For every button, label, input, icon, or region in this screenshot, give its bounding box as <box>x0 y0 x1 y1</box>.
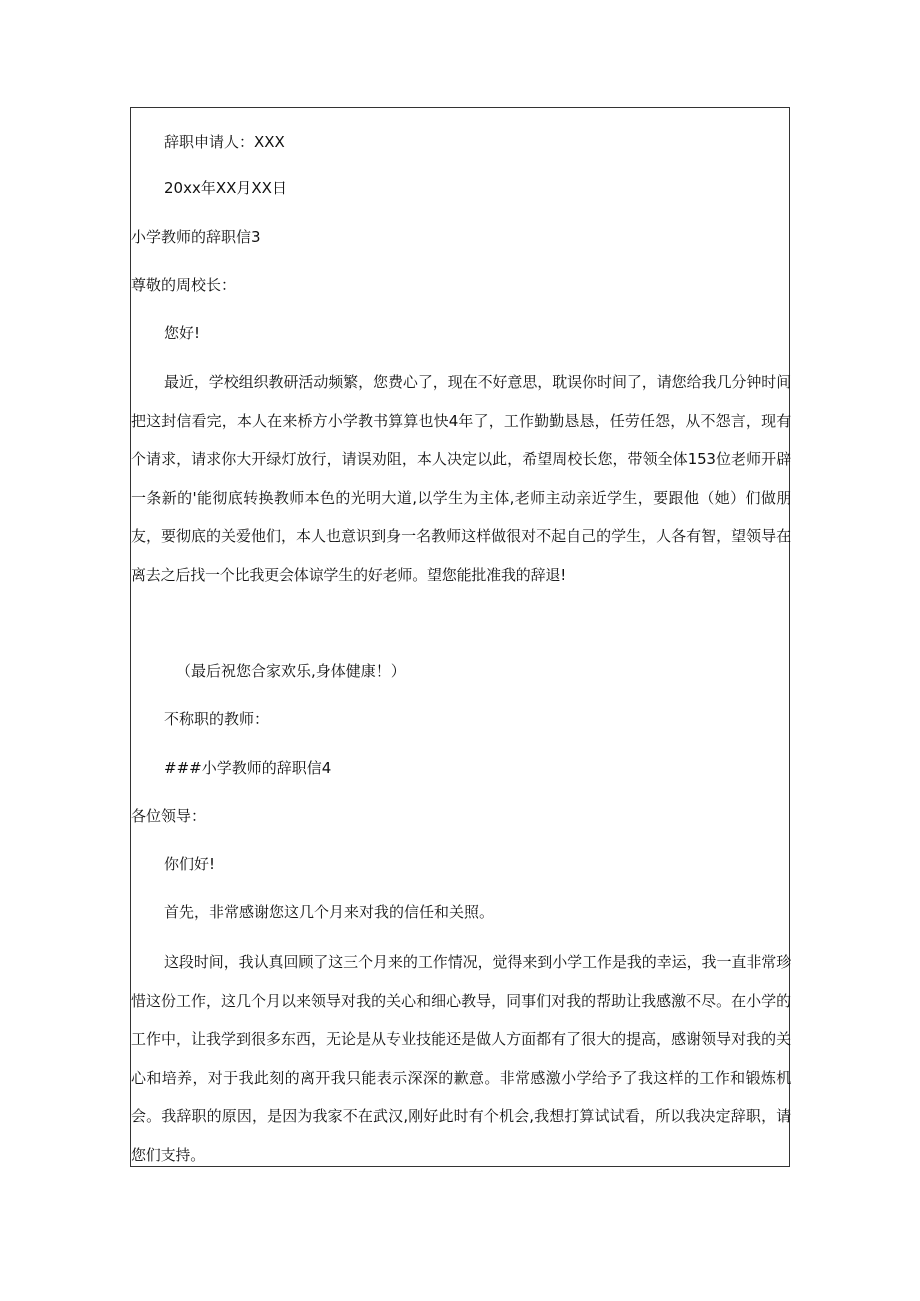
letter4-title: ###小学教师的辞职信4 <box>164 759 332 777</box>
signature-line: 辞职申请人：XXX <box>164 133 285 151</box>
letter4-greeting: 你们好! <box>164 855 216 873</box>
letter4-para1: 首先，非常感谢您这几个月来对我的信任和关照。 <box>164 903 495 921</box>
letter3-salutation: 尊敬的周校长： <box>131 276 237 294</box>
letter3-body: 最近，学校组织教研活动频繁，您费心了，现在不好意思，耽误你时间了，请您给我几分钟时间把这封信看完，本人在来桥方小学教书算算也快4年了，工作勤勤恳恳，任劳任怨，从不怨言，现有个请求，请求你大开绿灯放行，请误劝阻，本人决定以此，希望周校长您，带领全体153位老师开辟一条新的'能彻底转换教师本色的光明大道,以学生为主体,老师主动亲近学生，要跟他（她）们做朋友，要彻底的关爱他们，本人也意识到身一名教师这样做很对不起自己的学生，人各有智，望领导在离去之后找一个比我更会体谅学生的好老师。望您能批准我的辞退! <box>131 373 791 584</box>
letter4-salutation: 各位领导： <box>131 807 207 825</box>
letter4-para2: 这段时间，我认真回顾了这三个月来的工作情况，觉得来到小学工作是我的幸运，我一直非常珍惜这份工作，这几个月以来领导对我的关心和细心教导，同事们对我的帮助让我感激不尽。在小学的工作中，让我学到很多东西，无论是从专业技能还是做人方面都有了很大的提高，感谢领导对我的关心和培养，对于我此刻的离开我只能表示深深的歉意。非常感激小学给予了我这样的工作和锻炼机会。我辞职的原因，是因为我家不在武汉,刚好此时有个机会,我想打算试试看，所以我决定辞职，请您们支持。 <box>131 953 791 1164</box>
date-line: 20xx年XX月XX日 <box>164 179 287 197</box>
letter3-title: 小学教师的辞职信3 <box>131 228 261 246</box>
letter3-greeting: 您好! <box>164 324 201 342</box>
letter3-signoff: 不称职的教师： <box>164 710 270 728</box>
letter3-wishes: （最后祝您合家欢乐,身体健康！） <box>176 662 406 680</box>
document-page <box>130 107 790 1167</box>
